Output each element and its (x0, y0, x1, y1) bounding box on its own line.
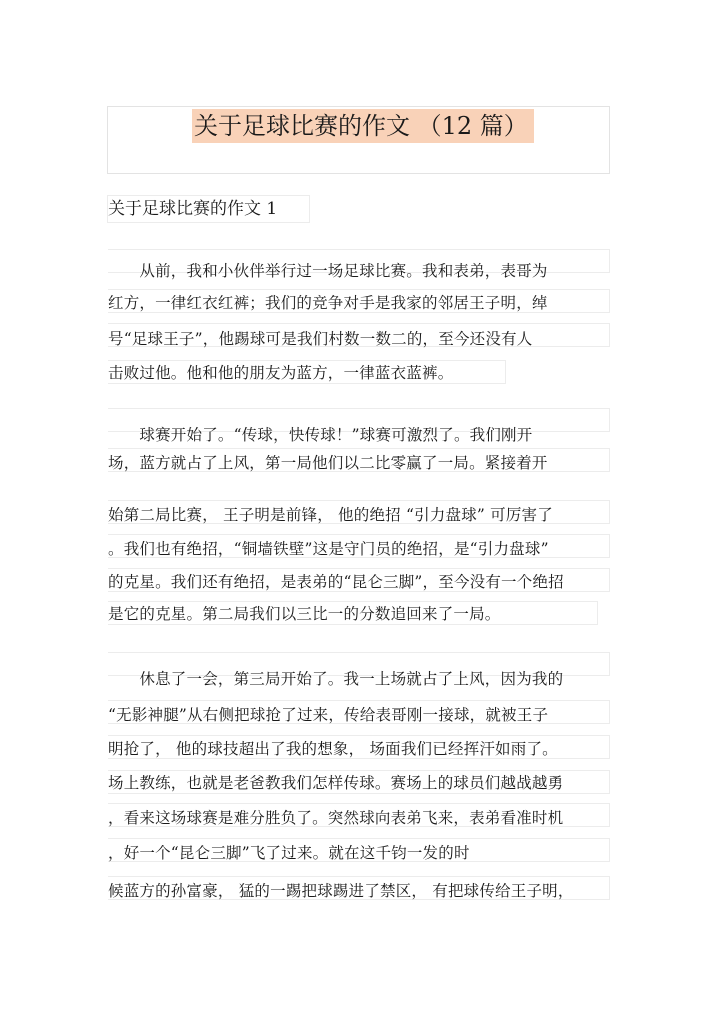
text-line: 号“足球王子”，他踢球可是我们村数一数二的，至今还没有人 (108, 330, 533, 348)
text-line: 。我们也有绝招，“铜墙铁壁”这是守门员的绝招，是“引力盘球” (108, 540, 549, 558)
text-line: 休息了一会，第三局开始了。我一上场就占了上风，因为我的 (108, 670, 564, 688)
text-line: 的克星。我们还有绝招，是表弟的“昆仑三脚”，至今没有一个绝招 (108, 573, 564, 591)
text-line: 场上教练，也就是老爸教我们怎样传球。赛场上的球员们越战越勇 (108, 774, 564, 792)
section-heading: 关于足球比赛的作文 1 (108, 199, 278, 219)
text-line: “无影神腿”从右侧把球抢了过来，传给表哥刚一接球，就被王子 (108, 706, 549, 724)
text-line: ，好一个“昆仑三脚”飞了过来。就在这千钧一发的时 (108, 844, 470, 862)
text-line: ，看来这场球赛是难分胜负了。突然球向表弟飞来，表弟看准时机 (108, 809, 564, 827)
text-line: 明抢了， 他的球技超出了我的想象， 场面我们已经挥汗如雨了。 (108, 740, 558, 758)
text-line: 击败过他。他和他的朋友为蓝方，一律蓝衣蓝裤。 (108, 364, 454, 382)
text-line: 是它的克星。第二局我们以三比一的分数追回来了一局。 (108, 605, 501, 623)
document-title: 关于足球比赛的作文 （12 篇） (192, 109, 534, 143)
text-line: 球赛开始了。“传球，快传球！”球赛可激烈了。我们刚开 (108, 426, 533, 444)
text-line: 始第二局比赛， 王子明是前锋， 他的绝招 “引力盘球” 可厉害了 (108, 506, 553, 524)
text-line: 红方，一律红衣红裤；我们的竞争对手是我家的邻居王子明，绰 (108, 294, 548, 312)
text-line: 场，蓝方就占了上风，第一局他们以二比零赢了一局。紧接着开 (108, 454, 548, 472)
text-line: 候蓝方的孙富豪， 猛的一踢把球踢进了禁区， 有把球传给王子明， (108, 882, 574, 900)
text-line: 从前，我和小伙伴举行过一场足球比赛。我和表弟，表哥为 (108, 262, 548, 280)
